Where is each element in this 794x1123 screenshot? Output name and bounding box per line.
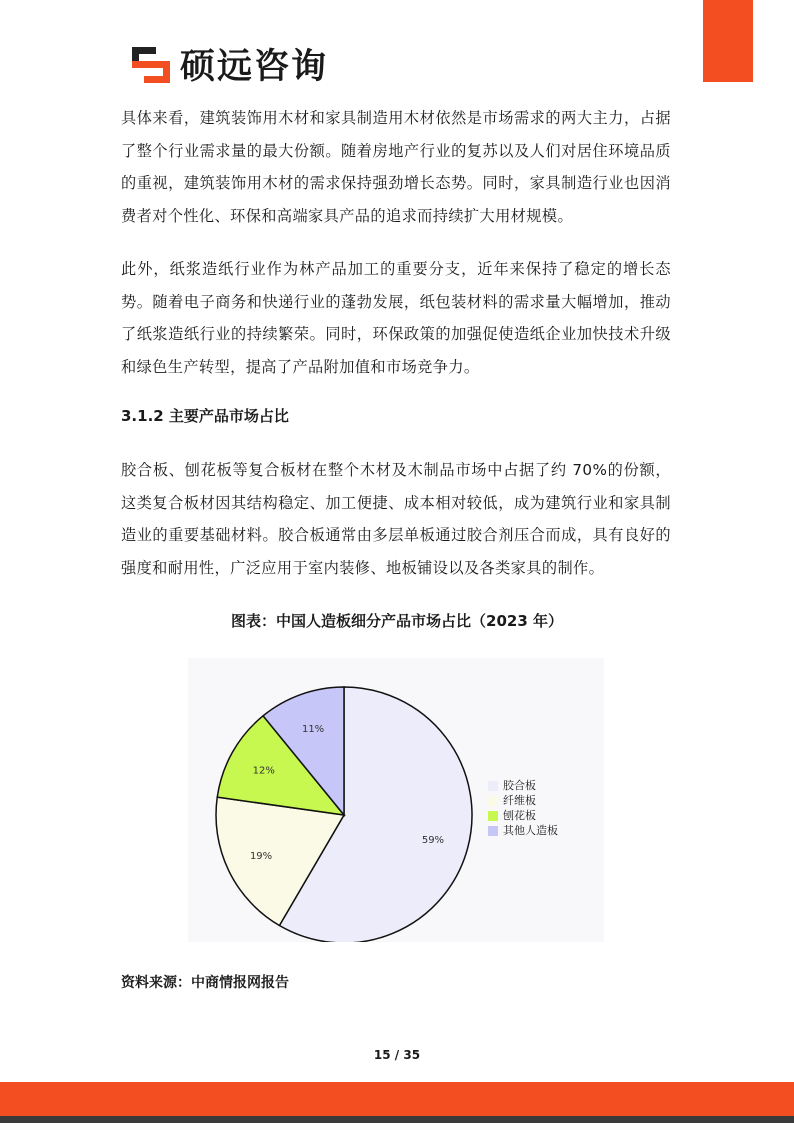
logo-mark-icon [128, 41, 174, 87]
section-heading: 3.1.2 主要产品市场占比 [121, 407, 289, 425]
pie-slice-label-1: 59% [421, 835, 445, 847]
legend-item-3 [488, 808, 558, 823]
page-number: 15 / 35 [373, 1048, 421, 1062]
footer-bar [0, 1082, 794, 1116]
legend-label: 其他人造板 [503, 824, 558, 837]
source-note: 资料来源：中商情报网报告 [121, 975, 289, 991]
legend-swatch [488, 811, 498, 821]
footer-line [0, 1116, 794, 1123]
legend-item-4 [488, 823, 558, 838]
legend-swatch [488, 781, 498, 791]
legend-item-1 [488, 778, 558, 793]
pie-chart [188, 658, 604, 942]
pie-slice-label-2: 19% [249, 851, 273, 863]
logo-text: 硕远咨询 [180, 47, 329, 87]
legend-item-2 [488, 793, 558, 808]
corner-accent-block [703, 0, 753, 82]
pie-slice-label-3: 12% [252, 765, 275, 777]
legend-swatch [488, 796, 498, 806]
paragraph-composite-boards: 胶合板、刨花板等复合板材在整个木材及木制品市场中占据了约 70%的份额，这类复合板材因其结构稳定、加工便捷、成本相对较低，成为建筑行业和家具制造业的重要基础材料。胶合板通常由多层单板通过胶合剂压合而成，具有良好的强度和耐用性，广泛应用于室内装修、地板铺设以及各类家具的制作。 [121, 461, 671, 577]
paragraph-pulp-paper: 此外，纸浆造纸行业作为林产品加工的重要分支，近年来保持了稳定的增长态势。随着电子商务和快递行业的蓬勃发展，纸包装材料的需求量大幅增加，推动了纸浆造纸行业的持续繁荣。同时，环保政策的加强促使造纸企业加快技术升级和绿色生产转型，提高了产品附加值和市场竞争力。 [121, 260, 671, 376]
legend-label: 胶合板 [503, 779, 536, 792]
paragraph-demand: 具体来看，建筑装饰用木材和家具制造用木材依然是市场需求的两大主力，占据了整个行业需求量的最大份额。随着房地产行业的复苏以及人们对居住环境品质的重视，建筑装饰用木材的需求保持强劲增长态势。同时，家具制造行业也因消费者对个性化、环保和高端家具产品的追求而持续扩大用材规模。 [121, 109, 671, 225]
legend-label: 刨花板 [503, 809, 536, 822]
legend-label: 纤维板 [503, 794, 536, 807]
legend-swatch [488, 826, 498, 836]
chart-legend [488, 778, 558, 838]
logo [128, 40, 328, 88]
pie-slice-label-4: 11% [301, 724, 325, 736]
chart-title: 图表：中国人造板细分产品市场占比（2023 年） [231, 612, 563, 630]
